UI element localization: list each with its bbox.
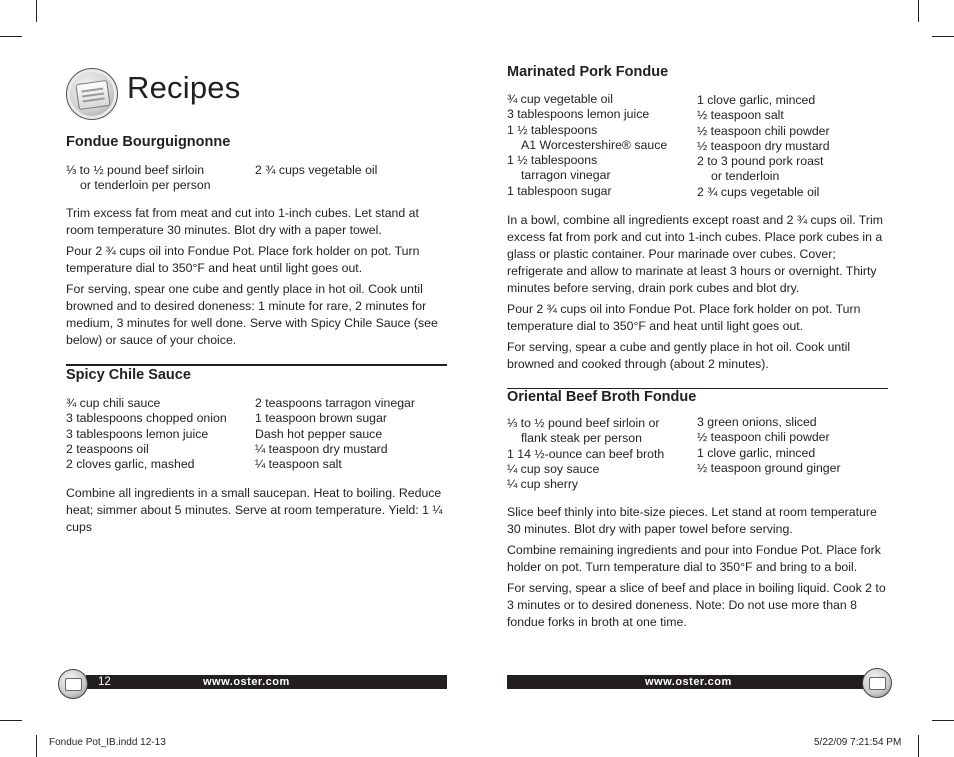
ingredient: ½ teaspoon dry mustard — [697, 138, 830, 153]
footer-url[interactable]: www.oster.com — [645, 676, 732, 688]
ingredient: 1 ½ tablespoons — [507, 153, 598, 168]
ingredient: ⅓ to ½ pound beef sirloin — [66, 163, 205, 177]
ingredient: ½ teaspoon chili powder — [697, 430, 830, 445]
ingredient: 1 14 ½-ounce can beef broth — [507, 446, 665, 461]
ingredient: tarragon vinegar — [521, 168, 611, 183]
footer-url[interactable]: www.oster.com — [203, 676, 290, 688]
fondue-pot-footer-icon — [862, 668, 892, 698]
ingredient: 3 tablespoons chopped onion — [66, 411, 227, 426]
ingredient: or tenderloin — [711, 169, 780, 184]
ingredient: 2 teaspoons oil — [66, 441, 149, 456]
ingredients-col-1 — [66, 396, 227, 472]
crop-mark — [932, 36, 954, 37]
page-title: Recipes — [127, 70, 241, 105]
slug-filename: Fondue Pot_IB.indd 12-13 — [49, 737, 166, 748]
crop-mark — [36, 735, 37, 757]
ingredient: ¼ cup soy sauce — [507, 461, 600, 476]
ingredient: 1 clove garlic, minced — [697, 445, 816, 460]
recipe-directions — [507, 504, 888, 635]
footer-bar — [507, 675, 868, 689]
crop-mark — [0, 720, 22, 721]
ingredient: A1 Worcestershire® sauce — [521, 137, 668, 152]
ingredient: ¾ cup vegetable oil — [507, 92, 613, 106]
ingredients-col-1 — [507, 416, 664, 492]
recipe-heading-marinated-pork-fondue: Marinated Pork Fondue — [507, 64, 669, 80]
crop-mark — [0, 36, 22, 37]
ingredient: 2 teaspoons tarragon vinegar — [255, 396, 415, 410]
ingredients-col-2 — [697, 415, 841, 476]
fondue-pot-logo-icon — [66, 68, 118, 120]
recipe-heading-spicy-chile-sauce: Spicy Chile Sauce — [66, 367, 191, 383]
ingredient: 1 tablespoon sugar — [507, 183, 612, 198]
ingredient: 1 teaspoon brown sugar — [255, 411, 387, 426]
section-divider — [66, 364, 447, 366]
crop-mark — [918, 735, 919, 757]
recipe-heading-fondue-bourguignonne: Fondue Bourguignonne — [66, 134, 231, 150]
ingredient: 1 clove garlic, minced — [697, 93, 816, 107]
footer-bar — [86, 675, 447, 689]
direction-paragraph: For serving, spear a slice of beef and place in boiling liquid. Cook 2 to 3 minutes or to desired doneness. Note: Do not use more than 8 fondue forks in broth at one time. — [507, 581, 886, 629]
direction-paragraph: For serving, spear one cube and gently place in hot oil. Cook until browned and to desired doneness: 1 minute for rare, 2 minutes for medium, 3 minutes for well done. Serve with Spicy Chile Sauce (see below) or sauce of your choice. — [66, 282, 438, 347]
ingredient: or tenderloin per person — [80, 178, 211, 193]
direction-paragraph: Pour 2 ¾ cups oil into Fondue Pot. Place fork holder on pot. Turn temperature dial to 350°F and heat until light goes out. — [66, 244, 420, 275]
ingredient: flank steak per person — [521, 431, 642, 446]
ingredient: ½ teaspoon salt — [697, 108, 784, 123]
ingredient: ⅓ to ½ pound beef sirloin or — [507, 416, 660, 430]
direction-paragraph: Combine all ingredients in a small saucepan. Heat to boiling. Reduce heat; simmer about 5 minutes. Serve at room temperature. Yield: 1 ¼ cups — [66, 486, 443, 534]
crop-mark — [36, 0, 37, 22]
recipe-directions — [507, 212, 888, 377]
ingredient: ¼ cup sherry — [507, 477, 579, 492]
direction-paragraph: Combine remaining ingredients and pour into Fondue Pot. Place fork holder on pot. Turn temperature dial to 350°F and bring to a boil. — [507, 543, 881, 574]
ingredient: 3 tablespoons lemon juice — [66, 426, 209, 441]
ingredient: 2 to 3 pound pork roast — [697, 154, 824, 169]
direction-paragraph: Slice beef thinly into bite-size pieces. Let stand at room temperature 30 minutes. Blot dry with paper towel before serving. — [507, 505, 877, 536]
fondue-pot-footer-icon — [58, 669, 88, 699]
direction-paragraph: For serving, spear a cube and gently place in hot oil. Cook until browned and cooked through (about 2 minutes). — [507, 340, 851, 371]
ingredient: ¼ teaspoon dry mustard — [255, 441, 388, 456]
direction-paragraph: Trim excess fat from meat and cut into 1-inch cubes. Let stand at room temperature 30 minutes. Blot dry with a paper towel. — [66, 206, 419, 237]
crop-mark — [932, 720, 954, 721]
ingredient: ½ teaspoon chili powder — [697, 123, 830, 138]
ingredient: 2 ¾ cups vegetable oil — [697, 184, 820, 199]
ingredients-col-2 — [255, 163, 377, 178]
ingredients-col-2 — [697, 93, 830, 200]
ingredient: ½ teaspoon ground ginger — [697, 460, 841, 475]
page-number: 13 — [842, 676, 855, 688]
page-number: 12 — [98, 676, 111, 688]
ingredient: 1 ½ tablespoons — [507, 122, 598, 137]
ingredient: 2 ¾ cups vegetable oil — [255, 163, 378, 177]
recipe-directions — [66, 205, 448, 353]
ingredient: Dash hot pepper sauce — [255, 426, 383, 441]
ingredient: ¼ teaspoon salt — [255, 457, 342, 472]
ingredient: 3 green onions, sliced — [697, 415, 817, 429]
crop-mark — [918, 0, 919, 22]
ingredient: ¾ cup chili sauce — [66, 396, 161, 410]
ingredients-col-1 — [66, 163, 211, 194]
ingredient: 2 cloves garlic, mashed — [66, 457, 195, 472]
direction-paragraph: Pour 2 ¾ cups oil into Fondue Pot. Place fork holder on pot. Turn temperature dial to 350°F and heat until light goes out. — [507, 302, 861, 333]
ingredients-col-1 — [507, 92, 667, 199]
recipe-heading-oriental-beef-broth-fondue: Oriental Beef Broth Fondue — [507, 389, 697, 405]
slug-date: 5/22/09 7:21:54 PM — [814, 737, 902, 748]
direction-paragraph: In a bowl, combine all ingredients except roast and 2 ¾ cups oil. Trim excess fat from pork and cut into 1-inch cubes. Place pork cubes in a glass or plastic container. Pour marinade over cubes. Cover; refrigerate and allow to marinate at least 3 hours or overnight. Thirty minutes before serving, drain pork cubes and blot dry. — [507, 213, 883, 295]
recipe-directions — [66, 485, 448, 540]
ingredients-col-2 — [255, 396, 415, 472]
ingredient: 3 tablespoons lemon juice — [507, 107, 650, 122]
